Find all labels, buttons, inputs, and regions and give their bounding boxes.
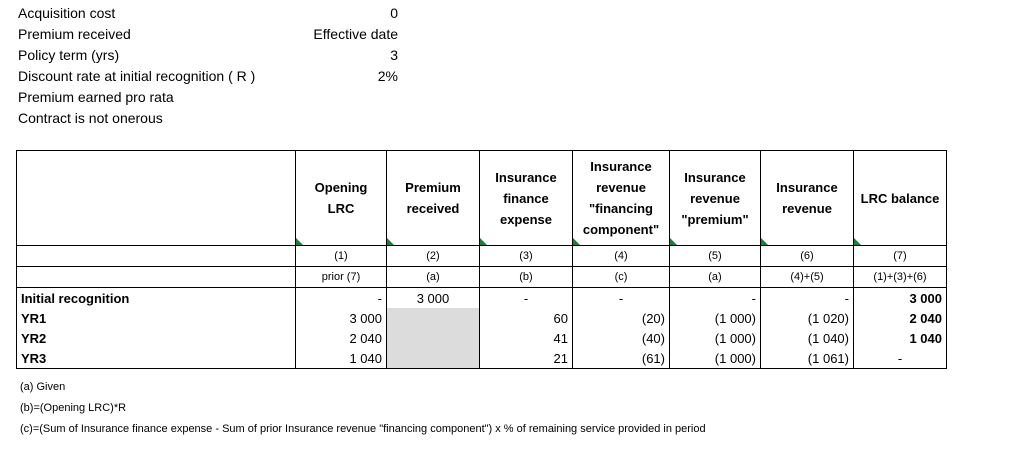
number-cell: (2) — [387, 246, 480, 267]
cell-opening-lrc: 1 040 — [296, 348, 387, 369]
header-revenue-premium — [670, 151, 761, 246]
param-value: 2% — [377, 68, 398, 84]
formula-cell: (1)+(3)+(6) — [854, 267, 947, 288]
header-label: Insurance finance expense — [495, 169, 557, 227]
header-opening-lrc — [296, 151, 387, 246]
header-label: Insurance revenue "premium" — [681, 169, 749, 227]
param-label: Discount rate at initial recognition ( R ) — [18, 68, 256, 84]
footnote: (c)=(Sum of Insurance finance expense - Sum of prior Insurance revenue "financing component") x % of remaining service provided in period — [20, 423, 706, 435]
number-cell: (4) — [573, 246, 670, 267]
formula-cell: (a) — [670, 267, 761, 288]
number-cell: (5) — [670, 246, 761, 267]
footnote: (b)=(Opening LRC)*R — [20, 402, 127, 414]
cell-finance-expense: - — [480, 288, 573, 309]
comment-marker-icon — [670, 238, 677, 245]
param-value: 3 — [390, 47, 398, 63]
cell-revenue-financing: (20) — [573, 308, 670, 328]
cell-opening-lrc: 3 000 — [296, 308, 387, 328]
header-premium-received — [387, 151, 480, 246]
comment-marker-icon — [296, 238, 303, 245]
number-cell: (1) — [296, 246, 387, 267]
footnote: (a) Given — [20, 381, 66, 393]
cell-insurance-revenue: (1 020) — [761, 308, 854, 328]
param-row — [18, 3, 398, 24]
footnotes — [20, 377, 706, 440]
param-label: Contract is not onerous — [18, 110, 163, 126]
parameters-block — [18, 3, 398, 129]
table-row-initial-recognition — [17, 288, 947, 309]
table-row-yr1 — [17, 308, 947, 328]
cell-premium-received: 3 000 — [387, 288, 480, 309]
cell-finance-expense: 41 — [480, 328, 573, 348]
param-row — [18, 108, 398, 129]
cell-revenue-premium: (1 000) — [670, 348, 761, 369]
formula-cell: (a) — [387, 267, 480, 288]
formula-cell — [17, 267, 296, 288]
param-label: Premium earned pro rata — [18, 89, 174, 105]
number-cell: (7) — [854, 246, 947, 267]
cell-revenue-premium: (1 000) — [670, 308, 761, 328]
comment-marker-icon — [761, 238, 768, 245]
comment-marker-icon — [387, 238, 394, 245]
cell-insurance-revenue: - — [761, 288, 854, 309]
cell-revenue-financing: - — [573, 288, 670, 309]
cell-revenue-financing: (40) — [573, 328, 670, 348]
param-row — [18, 87, 398, 108]
row-label: YR1 — [17, 308, 296, 328]
param-value: Effective date — [313, 26, 398, 42]
cell-finance-expense: 60 — [480, 308, 573, 328]
cell-revenue-premium: - — [670, 288, 761, 309]
param-label: Policy term (yrs) — [18, 47, 120, 63]
number-cell: (6) — [761, 246, 854, 267]
row-label: YR2 — [17, 328, 296, 348]
param-row — [18, 24, 398, 45]
formula-row — [17, 267, 947, 288]
formula-cell: prior (7) — [296, 267, 387, 288]
header-insurance-finance-expense — [480, 151, 573, 246]
cell-lrc-balance: 3 000 — [854, 288, 947, 309]
cell-insurance-revenue: (1 040) — [761, 328, 854, 348]
row-label: YR3 — [17, 348, 296, 369]
cell-opening-lrc: 2 040 — [296, 328, 387, 348]
cell-revenue-premium: (1 000) — [670, 328, 761, 348]
header-revenue-financing — [573, 151, 670, 246]
header-label: Premium received — [405, 180, 461, 216]
cell-lrc-balance: 2 040 — [854, 308, 947, 328]
cell-lrc-balance: 1 040 — [854, 328, 947, 348]
cell-premium-received — [387, 348, 480, 369]
header-label: Opening LRC — [314, 180, 368, 216]
header-insurance-revenue — [761, 151, 854, 246]
comment-marker-icon — [854, 238, 861, 245]
lrc-table — [16, 150, 947, 369]
header-label: Insurance revenue — [776, 180, 838, 216]
param-row — [18, 45, 398, 66]
column-number-row — [17, 246, 947, 267]
header-cell-blank — [17, 151, 296, 246]
table-row-yr2 — [17, 328, 947, 348]
formula-cell: (b) — [480, 267, 573, 288]
cell-lrc-balance: - — [854, 348, 947, 369]
formula-cell: (4)+(5) — [761, 267, 854, 288]
cell-opening-lrc: - — [296, 288, 387, 309]
param-label: Acquisition cost — [18, 5, 116, 21]
formula-cell: (c) — [573, 267, 670, 288]
number-cell: (3) — [480, 246, 573, 267]
param-value: 0 — [390, 5, 398, 21]
header-row — [17, 151, 947, 246]
cell-finance-expense: 21 — [480, 348, 573, 369]
param-label: Premium received — [18, 26, 131, 42]
header-lrc-balance — [854, 151, 947, 246]
row-label: Initial recognition — [17, 288, 296, 309]
param-row — [18, 66, 398, 87]
cell-revenue-financing: (61) — [573, 348, 670, 369]
number-cell — [17, 246, 296, 267]
table-row-yr3 — [17, 348, 947, 369]
comment-marker-icon — [573, 238, 580, 245]
cell-premium-received — [387, 308, 480, 328]
cell-insurance-revenue: (1 061) — [761, 348, 854, 369]
header-label: LRC balance — [860, 190, 940, 206]
comment-marker-icon — [480, 238, 487, 245]
header-label: Insurance revenue "financing component" — [582, 159, 660, 237]
cell-premium-received — [387, 328, 480, 348]
